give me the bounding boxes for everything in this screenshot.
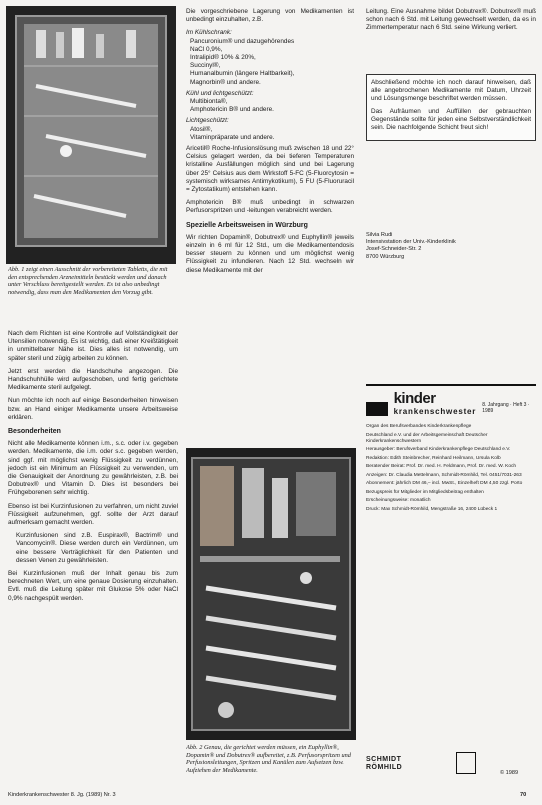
list-item: Atosil®, <box>190 125 213 133</box>
paragraph: Wir richten Dopamin®, Dobutrex® und Euphyllin® jeweils einzeln in 6 ml für 12 Std., um die Medikamentendosis besser steuern zu können und um möglichst wenig Flüssigkeit zu infundieren. Nach 12 Std. wechseln wir diese Medikamente mit der <box>186 233 354 274</box>
author-address <box>366 232 536 261</box>
page-number: 70 <box>520 792 527 798</box>
impressum-line: Beratender Beirat: Prof. Dr. med. H. Feldmann, Prof. Dr. med. W. Koch <box>366 464 517 469</box>
impressum-line: Organ des Berufsverbandes Kinderkrankenpflege <box>366 424 472 429</box>
publisher-logo <box>366 756 446 772</box>
figure-2-caption: Abb. 2 Genau, die gerichtet werden müssen, ein Euphyllin®, Dopamin® und Dobutrex® aufbereitet, z.B. Perfusorspritzen und Perfusionsleitungen, Spritzen und Kanülen zum Aufsetzen bzw. Aufziehen der Medikamente. <box>186 744 351 774</box>
list-item: Succinyl®, <box>190 62 221 70</box>
copyright: © 1989 <box>500 770 519 776</box>
list-item: Intralipid® 10% & 20%, <box>190 54 256 62</box>
impressum <box>366 424 536 515</box>
paragraph: Bei Kurzinfusionen muß der Inhalt genau bis zum berechneten Wert, um eine genaue Dosierung einzuhalten. Evtl. muß die Leitung später mit Glukose 5% oder NaCl 0,9% nachgespült werden. <box>8 570 178 602</box>
impressum-line: Erscheinungsweise: monatlich <box>366 498 431 503</box>
logo-text: kinder <box>393 390 436 407</box>
storage-group-title: Kühl und lichtgeschützt: <box>186 89 254 97</box>
publisher-emblem-icon <box>456 752 476 774</box>
paragraph: Kurzinfusionen sind z.B. Euspirax®, Bactrim® und Vancomycin®. Diese werden durch ein Verdünnen, um eine bessere Verträglichkeit für den Patienten und dessen Venen zu gewährleisten. <box>16 532 178 564</box>
storage-list <box>186 38 354 87</box>
list-item: NaCl 0,9%, <box>190 45 223 53</box>
paragraph: Leitung. Eine Ausnahme bildet Dobutrex®. Dobutrex® muß schon nach 6 Std. mit Leitung gewechselt werden, da es in Zimmertemperatur nach 6 Std. seine Wirkung verliert. <box>366 8 536 32</box>
storage-group-title: Lichtgeschützt: <box>186 117 229 125</box>
paragraph: Nach dem Richten ist eine Kontrolle auf Vollständigkeit der Utensilien notwendig. Es ist wichtig, daß einer Kreißtätigkeit in unmittelbarer Nähe ist. Dies alles ist notwendig, um später steril und zügig arbeiten zu können. <box>8 330 178 362</box>
masthead <box>366 384 536 416</box>
list-item: Pancuronium® und dazugehörendes <box>190 37 295 45</box>
paragraph: Abschließend möchte ich noch darauf hinweisen, daß alle angebrochenen Medikamente mit Datum, Uhrzeit und Lösungsmenge beschriftet werden müssen. <box>371 79 531 103</box>
paragraph: Nun möchte ich noch auf einige Besonderheiten hinweisen bzw. an Hand einiger Medikamente unsere Arbeitsweise erklären. <box>8 397 178 421</box>
figure-1-caption: Abb. 1 zeigt einen Ausschnitt der vorbereiteten Tabletts, die mit den entsprechenden Arzneimitteln bestückt werden und danach unter Verschluss bereitgestellt werden. Es ist also unbedingt notwendig, dass man den Medikamenten den Vorzug gibt. <box>8 266 168 296</box>
right-column <box>366 8 536 38</box>
impressum-line: Bezugspreis für Mitglieder im Mitgliedsbeitrag enthalten <box>366 489 484 495</box>
closing-note-box <box>366 74 536 141</box>
impressum-line: Anzeigen: Dr. Claudia Mettelmann, Schmidt-Römhild, Tel. 0451/7031-263 <box>366 472 522 478</box>
photo-syringes <box>186 448 356 740</box>
middle-column <box>186 8 354 280</box>
publisher-line: RÖMHILD <box>366 764 403 771</box>
impressum-line: Druck: Max Schmidt-Römhild, Mengstraße 16, 2400 Lübeck 1 <box>366 506 498 512</box>
logo-subtext: krankenschwester <box>393 407 477 416</box>
paragraph: Ebenso ist bei Kurzinfusionen zu verfahren, um nicht zuviel Flüssigkeit aufzunehmen, ggf. sollte der Arzt darauf aufmerksam gemacht werden. <box>8 502 178 527</box>
issue-info: 8. Jahrgang · Heft 3 · 1989 <box>482 402 530 414</box>
storage-group-title: Im Kühlschrank: <box>186 29 232 37</box>
author-name: Silvia Rudi <box>366 232 393 238</box>
paragraph: Das Aufräumen und Auffüllen der gebrauchten Gegenstände sollte für jeden eine Selbstverständlichkeit sein. Die nachfolgende Schicht freut sich! <box>371 107 531 132</box>
section-heading: Besonderheiten <box>8 428 61 436</box>
list-item: Multibionta®, <box>190 98 228 106</box>
paragraph: Amphotericin B® muß unbedingt in schwarzen Perfusorspritzen und -leitungen verabreicht werden. <box>186 199 354 215</box>
address-line: Josef-Schneider-Str. 2 <box>366 246 422 253</box>
list-item: Vitaminpräparate und andere. <box>190 133 275 141</box>
impressum-line: Deutschland e.V. und der Arbeitsgemeinschaft Deutscher Kinderkrankenschwestern <box>366 432 488 444</box>
logo-mark-icon <box>366 402 388 416</box>
section-heading: Spezielle Arbeitsweisen in Würzburg <box>186 221 308 229</box>
impressum-line: Redaktion: Edith Steinbrecher, Reinhard Heilmann, Ursula Kolb <box>366 455 501 461</box>
storage-list <box>186 126 354 142</box>
paragraph: Jetzt erst werden die Handschuhe angezogen. Die Handschuhhülle wird aufgeschoben, und fertig gerichtete Medikamente steril aufgelegt. <box>8 367 178 392</box>
impressum-line: Herausgeber: Berufsverband Kinderkrankenpflege Deutschland e.V. <box>366 447 511 452</box>
list-item: Amphotericin B® und andere. <box>190 106 274 114</box>
paragraph: Aricetil® Roche-Infusionslösung muß zwischen 18 und 22° Celsius gelagert werden, da bei tieferen Temperaturen kristalline Ausfällungen möglich sind und bei Lagerung über 25° Celsius aus dem Wirkstoff 5-FC (5-Fluorcytosin = systemisch wirksames Antimykotikum), 5 FU (5-Fluoruracil = Zytostatikum) entstehen kann. <box>186 145 354 194</box>
photo-tray <box>6 6 176 264</box>
impressum-line: Abonnement: jährlich DM 46,– incl. MwSt., Einzelheft DM 4,50 zzgl. Porto <box>366 481 523 486</box>
list-item: Humanalbumin (längere Haltbarkeit), <box>190 70 295 78</box>
address-line: Intensivstation der Univ.-Kinderklinik <box>366 239 456 246</box>
list-item: Magnorbin® und andere. <box>190 78 261 86</box>
address-line: 8700 Würzburg <box>366 253 405 260</box>
publisher-line: SCHMIDT <box>366 756 402 763</box>
paragraph: Nicht alle Medikamente können i.m., s.c. oder i.v. gegeben werden. Medikamente, die i.m. oder s.c. gegeben werden, sind ggf. mit möglichst wenig Flüssigkeit zu verdünnen, jedoch ist ein Minimum an Flüssigkeit zu verwenden, um die Genauigkeit der Anordnung zu gewährleisten, z.B. bei Dobutrex® und Vitamin D. Dies ist besonders bei Frühgeborenen sehr wichtig. <box>8 440 178 497</box>
left-column <box>8 330 178 608</box>
paragraph: Die vorgeschriebene Lagerung von Medikamenten ist unbedingt einzuhalten, z.B. <box>186 8 354 24</box>
storage-list <box>186 98 354 114</box>
masthead-logo <box>366 390 536 416</box>
footer-journal: Kinderkrankenschwester 8. Jg. (1989) Nr. 3 <box>8 792 116 798</box>
